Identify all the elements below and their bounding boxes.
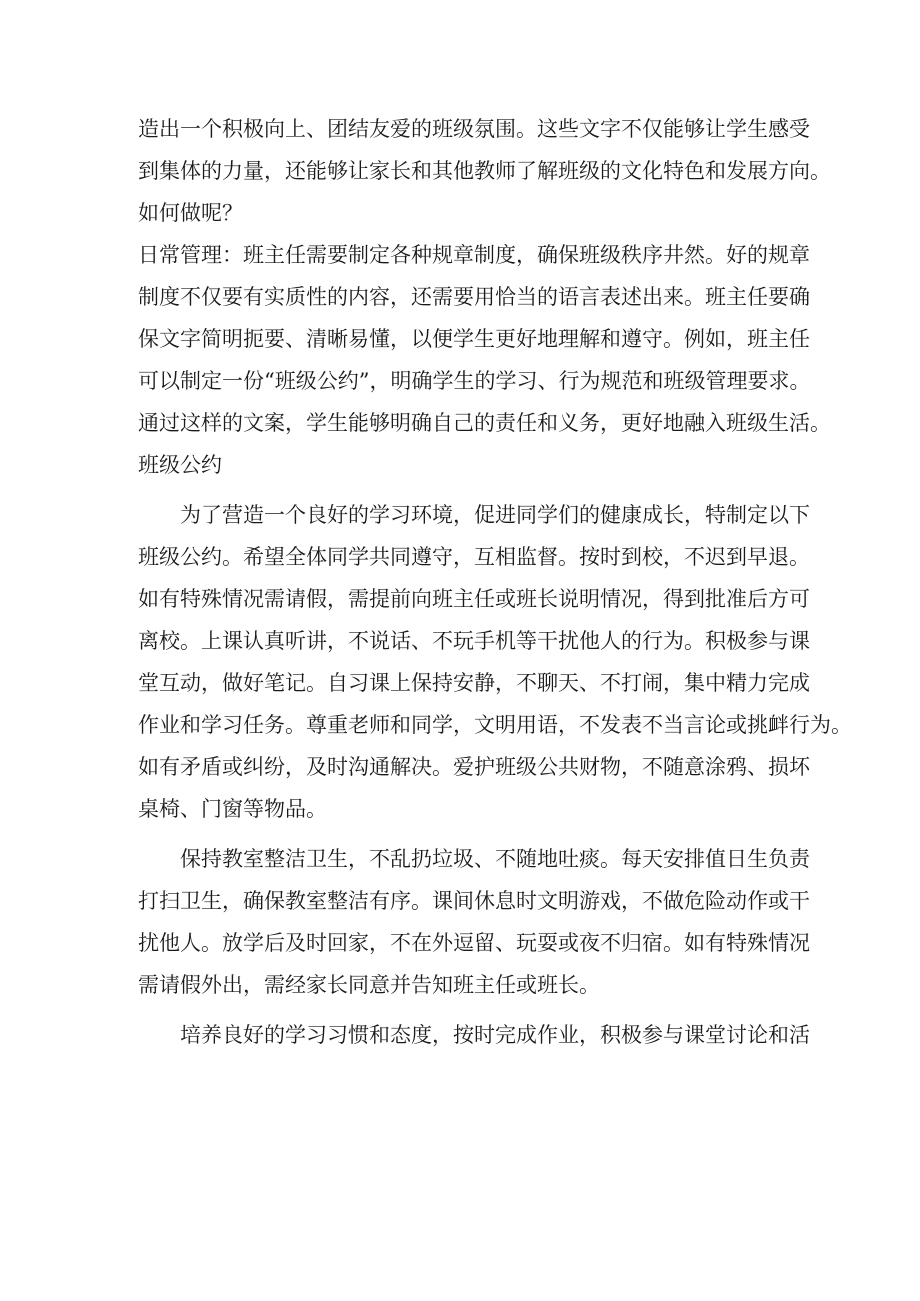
text-line: 扰他人。放学后及时回家，不在外逗留、玩耍或夜不归宿。如有特殊情况 [138, 931, 810, 955]
text-line: 如有特殊情况需请假，需提前向班主任或班长说明情况，得到批准后方可 [138, 587, 810, 611]
text-line: 作业和学习任务。尊重老师和同学，文明用语，不发表不当言论或挑衅行为。 [138, 713, 852, 737]
paragraph-gap [138, 1006, 788, 1014]
text-line: 桌椅、门窗等物品。 [138, 797, 327, 821]
text-line: 打扫卫生，确保教室整洁有序。课间休息时文明游戏，不做危险动作或干 [138, 889, 810, 913]
text-line: 为了营造一个良好的学习环境，促进同学们的健康成长，特制定以下 [180, 503, 810, 527]
text-line: 堂互动，做好笔记。自习课上保持安静，不聊天、不打闹，集中精力完成 [138, 671, 810, 695]
paragraph-gap [138, 830, 788, 838]
text-line: 如何做呢？ [138, 201, 243, 225]
text-line: 保文字简明扼要、清晰易懂，以便学生更好地理解和遵守。例如，班主任 [138, 327, 810, 351]
paragraph-daily-management [138, 234, 831, 486]
text-line: 培养良好的学习习惯和态度，按时完成作业，积极参与课堂讨论和活 [180, 1023, 810, 1047]
text-line: 造出一个积极向上、团结友爱的班级氛围。这些文字不仅能够让学生感受 [138, 117, 810, 141]
document-body [138, 108, 852, 1056]
text-line: 可以制定一份“班级公约”，明确学生的学习、行为规范和班级管理要求。 [138, 369, 811, 393]
section-heading: 班级公约 [138, 453, 222, 477]
text-line: 保持教室整洁卫生，不乱扔垃圾、不随地吐痰。每天安排值日生负责 [180, 847, 810, 871]
text-line: 到集体的力量，还能够让家长和其他教师了解班级的文化特色和发展方向。 [138, 159, 831, 183]
paragraph-study-habits [138, 1014, 810, 1056]
text-line: 日常管理：班主任需要制定各种规章制度，确保班级秩序井然。好的规章 [138, 243, 810, 267]
text-line: 班级公约。希望全体同学共同遵守，互相监督。按时到校，不迟到早退。 [138, 545, 810, 569]
paragraph-hygiene [138, 838, 810, 1006]
text-line: 需请假外出，需经家长同意并告知班主任或班长。 [138, 973, 600, 997]
text-line: 制度不仅要有实质性的内容，还需要用恰当的语言表述出来。班主任要确 [138, 285, 810, 309]
paragraph-class-culture [138, 108, 831, 234]
text-line: 通过这样的文案，学生能够明确自己的责任和义务，更好地融入班级生活。 [138, 411, 831, 435]
paragraph-gap [138, 486, 788, 494]
text-line: 离校。上课认真听讲，不说话、不玩手机等干扰他人的行为。积极参与课 [138, 629, 810, 653]
paragraph-convention-intro [138, 494, 852, 830]
text-line: 如有矛盾或纠纷，及时沟通解决。爱护班级公共财物，不随意涂鸦、损坏 [138, 755, 810, 779]
